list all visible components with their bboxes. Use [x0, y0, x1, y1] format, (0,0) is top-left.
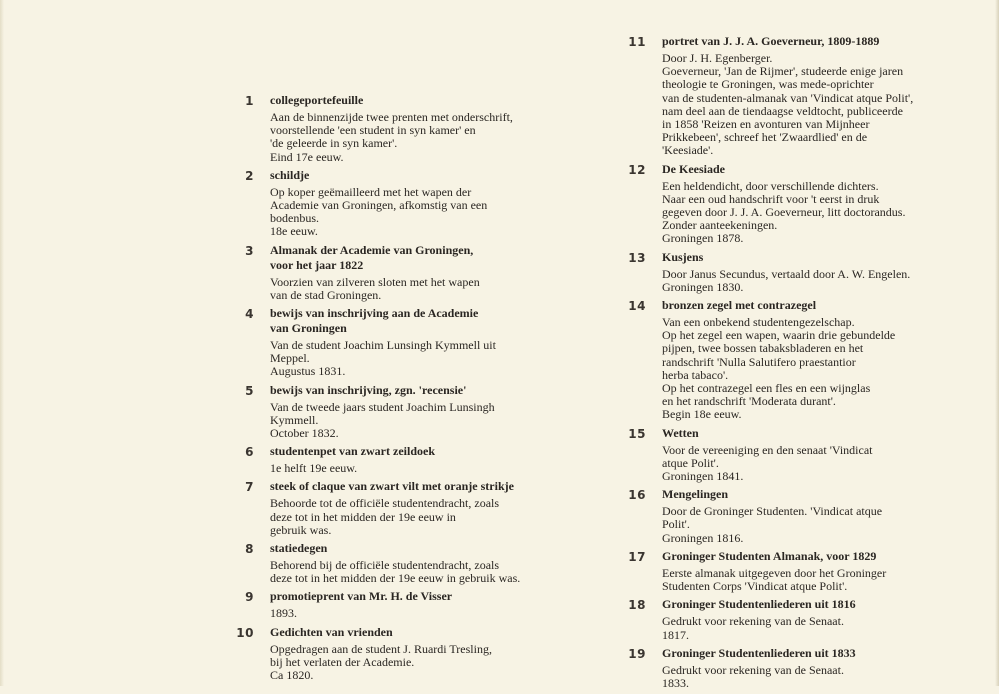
- entry-description-line: Van de tweede jaars student Joachim Lunsingh: [270, 399, 495, 414]
- catalog-entry: [228, 625, 568, 683]
- entry-description-line: herba tabaco'.: [662, 367, 729, 382]
- entry-description-line: gegeven door J. J. A. Goeverneur, litt doctorandus.: [662, 205, 906, 220]
- entry-number: 2: [245, 168, 254, 183]
- page-edge-left: [0, 0, 4, 686]
- entry-title-line: Groninger Studentenliederen uit 1816: [662, 597, 856, 612]
- entry-description-line: van de studenten-almanak van 'Vindicat atque Polit',: [662, 90, 914, 105]
- entry-description: [270, 643, 568, 683]
- entry-description-line: 1817.: [662, 627, 689, 642]
- entry-description-line: bij het verlaten der Academie.: [270, 654, 415, 669]
- entry-title: [270, 243, 568, 273]
- entry-description-line: in 1858 'Reizen en avonturen van Mijnheer: [662, 117, 870, 132]
- entry-title: [662, 597, 992, 612]
- entry-description: [270, 497, 568, 537]
- entry-description-line: Door J. H. Egenberger.: [662, 51, 773, 65]
- entry-description-line: deze tot in het midden der 19e eeuw in gebruik was.: [270, 571, 521, 586]
- entry-description-line: van de stad Groningen.: [270, 287, 382, 302]
- entry-description-line: Naar een oud handschrift voor 't eerst in druk: [662, 191, 880, 206]
- entry-description-line: Kymmell.: [270, 412, 319, 427]
- entry-number: 1: [245, 94, 254, 108]
- entry-description-line: randschrift 'Nulla Salutifero praestantior: [662, 354, 856, 369]
- entry-title: [662, 250, 992, 265]
- entry-description-line: 18e eeuw.: [270, 224, 318, 239]
- entry-description-line: Een heldendicht, door verschillende dichters.: [662, 178, 879, 193]
- entry-description-line: Opgedragen aan de student J. Ruardi Tresling,: [270, 641, 492, 656]
- entry-description: [662, 664, 992, 690]
- catalog-entry: [228, 541, 568, 585]
- catalog-entry: [620, 646, 992, 690]
- entry-title-line: steek of claque van zwart vilt met oranje strikje: [270, 479, 514, 494]
- entry-title-line: Gedichten van vrienden: [270, 624, 393, 639]
- entry-title: [662, 162, 992, 177]
- entry-description-line: pijpen, twee bossen tabaksbladeren en het: [662, 341, 864, 356]
- entry-title: [270, 383, 568, 398]
- entry-title-line: studentenpet van zwart zeildoek: [270, 444, 435, 459]
- entry-description-line: deze tot in het midden der 19e eeuw in: [270, 509, 456, 524]
- entry-number: 12: [628, 162, 646, 177]
- entry-description: [270, 111, 568, 164]
- entry-description: [662, 268, 992, 294]
- entry-description-line: Eerste almanak uitgegeven door het Groninger: [662, 565, 887, 580]
- entry-title: [270, 479, 568, 494]
- catalog-entry: [228, 589, 568, 620]
- entry-description-line: Studenten Corps 'Vindicat atque Polit'.: [662, 579, 848, 594]
- catalog-column-left: [228, 93, 568, 686]
- entry-number: 17: [628, 549, 646, 564]
- catalog-entry: [620, 549, 992, 593]
- catalog-entry: [228, 93, 568, 164]
- entry-description-line: Op het contrazegel een fles en een wijnglas: [662, 381, 871, 396]
- entry-description-line: Van de student Joachim Lunsingh Kymmell uit: [270, 338, 496, 353]
- entry-title: [662, 646, 992, 661]
- entry-number: 7: [245, 480, 254, 495]
- entry-description: [662, 180, 992, 246]
- entry-description-line: voorstellende 'een student in syn kamer' en: [270, 123, 476, 138]
- entry-description-line: Gedrukt voor rekening van de Senaat.: [662, 614, 844, 629]
- entry-description-line: Prikkebeen', schreef het 'Zwaardlied' en de: [662, 130, 868, 145]
- page-edge-right: [995, 0, 999, 686]
- entry-number: 13: [628, 250, 646, 265]
- entry-number: 4: [245, 307, 254, 322]
- entry-description: [270, 401, 568, 441]
- entry-title: [270, 589, 568, 604]
- entry-title-line: promotieprent van Mr. H. de Visser: [270, 589, 453, 604]
- entry-description: [662, 505, 992, 545]
- entry-description-line: Polit'.: [662, 517, 690, 532]
- entry-description: [662, 444, 992, 484]
- entry-title-line: collegeportefeuille: [270, 93, 364, 107]
- entry-title: [270, 444, 568, 459]
- entry-description-line: Op koper geëmailleerd met het wapen der: [270, 184, 472, 199]
- entry-description: [270, 339, 568, 379]
- catalog-entry: [620, 250, 992, 294]
- entry-description-line: nam deel aan de tiendaagse veldtocht, publiceerde: [662, 103, 903, 118]
- entry-description-line: 1893.: [270, 606, 297, 621]
- entry-title: [662, 34, 992, 49]
- catalog-entry: [228, 243, 568, 302]
- entry-title-line: statiedegen: [270, 541, 328, 556]
- entry-number: 6: [245, 445, 254, 460]
- entry-title: [662, 298, 992, 313]
- entry-description-line: Behorend bij de officiële studentendracht, zoals: [270, 558, 500, 573]
- entry-description-line: Behoorde tot de officiële studentendracht, zoals: [270, 496, 500, 511]
- entry-description-line: Op het zegel een wapen, waarin drie gebundelde: [662, 328, 896, 343]
- entry-description-line: 'de geleerde in syn kamer'.: [270, 136, 398, 151]
- catalog-entry: [620, 426, 992, 484]
- entry-description-line: Goeverneur, 'Jan de Rijmer', studeerde enige jaren: [662, 64, 904, 79]
- entry-number: 11: [628, 35, 646, 49]
- entry-number: 8: [245, 542, 254, 557]
- entry-description-line: Meppel.: [270, 351, 310, 366]
- entry-title: [662, 549, 992, 564]
- entry-description-line: Groningen 1830.: [662, 279, 744, 294]
- entry-description-line: gebruik was.: [270, 522, 332, 537]
- catalog-entry: [620, 34, 992, 158]
- entry-title: [662, 487, 992, 502]
- entry-title-line: bronzen zegel met contrazegel: [662, 298, 817, 313]
- entry-description-line: Door de Groninger Studenten. 'Vindicat atque: [662, 504, 883, 519]
- entry-description-line: Academie van Groningen, afkomstig van een: [270, 198, 488, 213]
- entry-number: 10: [236, 625, 254, 640]
- entry-title: [270, 168, 568, 183]
- entry-title-line: Groninger Studenten Almanak, voor 1829: [662, 548, 877, 563]
- entry-description-line: 1e helft 19e eeuw.: [270, 461, 358, 476]
- catalog-entry: [228, 383, 568, 441]
- entry-description-line: Groningen 1878.: [662, 231, 744, 246]
- entry-description-line: 'Keesiade'.: [662, 143, 714, 158]
- entry-title-line: Almanak der Academie van Groningen,: [270, 242, 474, 257]
- catalog-entry: [228, 479, 568, 537]
- catalog-entry: [228, 306, 568, 379]
- entry-title-line: Groninger Studentenliederen uit 1833: [662, 645, 856, 660]
- entry-title-line: Mengelingen: [662, 487, 728, 502]
- entry-description-line: en het randschrift 'Moderata durant'.: [662, 394, 836, 409]
- entry-description-line: Augustus 1831.: [270, 364, 346, 379]
- entry-title-line: Kusjens: [662, 249, 704, 264]
- catalog-entry: [228, 444, 568, 475]
- entry-description: [662, 567, 992, 593]
- catalog-entry: [228, 168, 568, 239]
- entry-number: 3: [245, 243, 254, 258]
- catalog-entry: [620, 487, 992, 545]
- entry-description: [270, 559, 568, 585]
- entry-title: [270, 541, 568, 556]
- entry-description: [270, 462, 568, 475]
- entry-description: [270, 186, 568, 239]
- catalog-column-right: [620, 34, 992, 694]
- entry-number: 19: [628, 646, 646, 661]
- entry-title-line: portret van J. J. A. Goeverneur, 1809-1889: [662, 34, 880, 48]
- entry-description-line: Groningen 1816.: [662, 530, 744, 545]
- entry-description-line: Ca 1820.: [270, 668, 314, 683]
- entry-title: [270, 625, 568, 640]
- entry-title-line: Wetten: [662, 425, 699, 440]
- entry-description-line: Gedrukt voor rekening van de Senaat.: [662, 662, 844, 677]
- entry-description-line: Zonder aanteekeningen.: [662, 218, 778, 233]
- entry-title-line: bewijs van inschrijving aan de Academie: [270, 306, 479, 321]
- entry-description-line: Eind 17e eeuw.: [270, 149, 344, 164]
- entry-title-line: schildje: [270, 167, 310, 182]
- entry-description-line: Begin 18e eeuw.: [662, 407, 742, 422]
- entry-description: [662, 615, 992, 641]
- entry-description-line: Van een onbekend studentengezelschap.: [662, 315, 855, 330]
- entry-description-line: Aan de binnenzijde twee prenten met onderschrift,: [270, 110, 513, 124]
- entry-title-line: van Groningen: [270, 321, 347, 336]
- entry-description-line: October 1832.: [270, 426, 339, 441]
- entry-description-line: Groningen 1841.: [662, 469, 744, 484]
- entry-description-line: atque Polit'.: [662, 455, 719, 470]
- catalog-entry: [620, 597, 992, 641]
- entry-title: [270, 93, 568, 108]
- catalog-entry: [620, 162, 992, 246]
- entry-title: [662, 426, 992, 441]
- entry-number: 18: [628, 598, 646, 613]
- entry-description: [270, 607, 568, 620]
- entry-number: 14: [628, 299, 646, 314]
- entry-description-line: 1833.: [662, 675, 689, 690]
- entry-title-line: bewijs van inschrijving, zgn. 'recensie': [270, 382, 467, 397]
- entry-title: [270, 306, 568, 336]
- entry-description: [662, 52, 992, 158]
- entry-description-line: Voor de vereeniging en den senaat 'Vindicat: [662, 442, 873, 457]
- entry-description: [270, 276, 568, 302]
- entry-number: 9: [245, 590, 254, 605]
- catalog-entry: [620, 298, 992, 422]
- entry-description-line: bodenbus.: [270, 211, 319, 226]
- entry-number: 5: [245, 383, 254, 398]
- entry-description: [662, 316, 992, 422]
- entry-title-line: De Keesiade: [662, 161, 725, 176]
- entry-description-line: Voorzien van zilveren sloten met het wapen: [270, 274, 480, 289]
- entry-description-line: theologie te Groningen, was mede-oprichter: [662, 77, 874, 92]
- entry-title-line: voor het jaar 1822: [270, 257, 364, 272]
- entry-number: 15: [628, 426, 646, 441]
- entry-number: 16: [628, 488, 646, 503]
- entry-description-line: Door Janus Secundus, vertaald door A. W. Engelen.: [662, 266, 911, 281]
